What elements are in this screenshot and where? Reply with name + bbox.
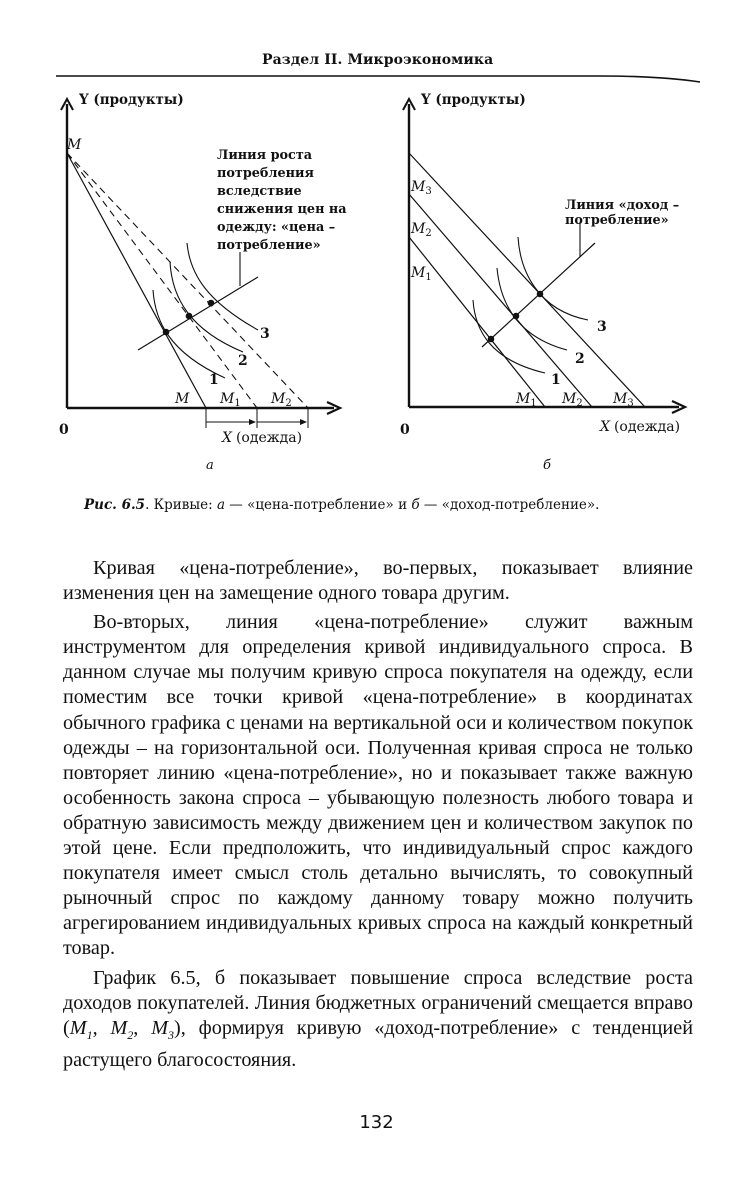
- x-axis-var-b: X: [600, 419, 610, 435]
- origin-label-b: 0: [400, 422, 410, 438]
- y-axis-label-b: Y (продукты): [421, 92, 526, 108]
- x-axis-label-b: [599, 419, 680, 435]
- annotation-a-line: потребления: [217, 166, 314, 181]
- budget-label-m2-b: $M_2$: [562, 391, 583, 409]
- intercept-label-a: M: [67, 137, 82, 153]
- tangency-point-3-a: [208, 300, 215, 307]
- tangency-point-3-b: [537, 291, 544, 298]
- budget-label-m1-a: $M_1$: [220, 391, 241, 409]
- x-axis-label-a: [221, 430, 302, 446]
- annotation-a-line: снижения цен на: [217, 202, 347, 217]
- math-m3: $M_3$: [151, 1016, 175, 1042]
- paragraph: Кривая «цена-потребление», во-первых, показывает влияние изменения цен на замещение одного товара другим.: [63, 557, 693, 605]
- x-axis-unit-b: (одежда): [613, 419, 681, 435]
- budget-line-m-a: [67, 153, 206, 408]
- paragraph-text: ), формируя кривую «доход-потребление» с тенденцией растущего благосостояния.: [63, 1016, 693, 1071]
- tangency-point-1-a: [163, 329, 170, 336]
- budget-label-m-a: M: [175, 391, 190, 407]
- curve-label-3-b: 3: [597, 319, 607, 335]
- price-consumption-line: [138, 277, 258, 350]
- caption-fig-label: Рис. 6.5: [84, 497, 146, 513]
- math-m2: $M_2$: [110, 1016, 134, 1042]
- panel-letter-b: б: [543, 458, 551, 473]
- tangency-point-2-b: [513, 313, 520, 320]
- annotation-b-line: Линия «доход –: [565, 198, 680, 213]
- paragraph-text: График 6.5, б показывает повышение спроса вследствие роста доходов покупателей. Линия бюджетных ограничений смещается вправо (: [63, 966, 693, 1039]
- budget-label-m2-a: $M_2$: [271, 391, 292, 409]
- x-axis-unit-a: (одежда): [235, 430, 303, 446]
- curve-label-2-a: 2: [238, 353, 248, 369]
- annotation-a-line: Линия роста: [217, 148, 313, 163]
- figure-6-5: [0, 0, 753, 480]
- caption-prefix: . Кривые:: [145, 497, 217, 513]
- caption-letter-a: а: [216, 497, 225, 513]
- y-axis-label-a: Y (продукты): [79, 92, 184, 108]
- budget-y-label-m2-b: $M_2$: [411, 221, 432, 239]
- annotation-a-line: потребление»: [217, 238, 321, 253]
- origin-label-a: 0: [59, 422, 69, 438]
- annotation-b-line: потребление»: [565, 213, 669, 228]
- tangency-point-1-b: [488, 336, 495, 343]
- budget-y-label-m3-b: $M_3$: [411, 179, 432, 197]
- annotation-a-line: вследствие: [217, 184, 302, 199]
- paragraph: График 6.5, б показывает повышение спроса вследствие роста доходов покупателей. Линия бюджетных ограничений смещается вправо ($M_1$, $M_2$, $M_3$), формируя кривую «доход-потребление» с тенденцией растущего благосостояния.: [63, 966, 693, 1071]
- figure-caption: [84, 497, 599, 513]
- page-number: 132: [359, 1112, 394, 1133]
- curve-label-3-a: 3: [260, 326, 270, 342]
- caption-text-b: — «доход-потребление».: [419, 497, 600, 513]
- indifference-curve-2-a: [170, 262, 243, 352]
- panel-letter-a: а: [206, 458, 214, 473]
- curve-label-2-b: 2: [575, 351, 585, 367]
- panel-b: [403, 99, 685, 413]
- caption-text-a: — «цена-потребление» и: [225, 497, 412, 513]
- body-text: [63, 556, 693, 1077]
- running-head: Раздел II. Микроэкономика: [262, 52, 494, 68]
- shift-arrowhead-2-a: [300, 419, 307, 425]
- curve-label-1-a: 1: [209, 372, 219, 388]
- math-m1: $M_1$: [69, 1016, 93, 1042]
- budget-y-label-m1-b: $M_1$: [411, 265, 432, 283]
- annotation-a: [217, 148, 347, 253]
- indifference-curve-3-a: [187, 243, 258, 330]
- x-axis-var-a: X: [222, 430, 232, 446]
- curve-label-1-b: 1: [551, 372, 561, 388]
- annotation-a-line: одежду: «цена –: [217, 220, 336, 235]
- budget-label-m3-b: $M_3$: [613, 391, 634, 409]
- tangency-point-2-a: [186, 313, 193, 320]
- header-rule: [56, 76, 700, 82]
- budget-label-m1-b: $M_1$: [516, 391, 537, 409]
- shift-arrowhead-1-a: [249, 419, 256, 425]
- paragraph: Во-вторых, линия «цена-потребление» служит важным инструментом для определения кривой индивидуального спроса. В данном случае мы получим кривую спроса покупателя на одежду, если поместим все точки кривой «цена-потребление» в координатах обычного графика с ценами на вертикальной оси и количеством покупок одежды – на горизонтальной оси. Полученная кривая спроса не только повторяет линию «цена-потребление», но и показывает также важную особенность закона спроса – убывающую полезность любого товара и обратную зависимость между движением цен и количеством закупок по этой цене. Если предположить, что индивидуальный спрос каждого покупателя имеет смысл столь детально вычислять, то совокупный рыночный спрос по каждому данному товару можно получить агрегированием индивидуальных кривых спроса на каждый конкретный товар.: [63, 611, 693, 960]
- budget-line-m3-b: [409, 153, 645, 407]
- caption-letter-b: б: [411, 497, 420, 513]
